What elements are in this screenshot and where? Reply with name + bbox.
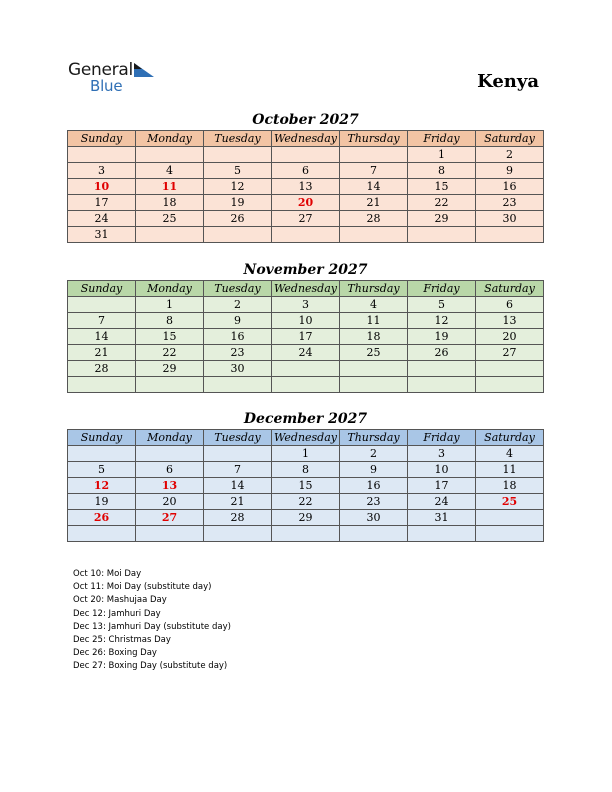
day-cell: [136, 446, 204, 462]
day-cell: 2: [476, 147, 544, 163]
month-title: October 2027: [252, 112, 359, 128]
day-cell: 4: [340, 297, 408, 313]
day-cell: [136, 147, 204, 163]
day-cell: 25: [340, 345, 408, 361]
week-row: [68, 361, 544, 377]
day-cell: 4: [476, 446, 544, 462]
day-cell: 6: [476, 297, 544, 313]
weekday-header-tuesday: Tuesday: [204, 430, 272, 446]
calendar-table: [67, 130, 544, 243]
day-cell: 14: [204, 478, 272, 494]
day-cell: 2: [340, 446, 408, 462]
day-cell: 27: [272, 211, 340, 227]
weekday-header-row: [68, 430, 544, 446]
day-cell: 19: [204, 195, 272, 211]
day-cell: 14: [340, 179, 408, 195]
day-cell: [272, 377, 340, 393]
day-cell: 18: [476, 478, 544, 494]
day-cell: 4: [136, 163, 204, 179]
day-cell: 8: [136, 313, 204, 329]
day-cell: 9: [204, 313, 272, 329]
weekday-header-thursday: Thursday: [340, 430, 408, 446]
week-row: [68, 345, 544, 361]
month-title: November 2027: [243, 262, 368, 278]
day-cell: 18: [136, 195, 204, 211]
week-row: [68, 446, 544, 462]
day-cell: 12: [204, 179, 272, 195]
day-cell: [68, 377, 136, 393]
day-cell: 25: [136, 211, 204, 227]
day-cell: [204, 147, 272, 163]
weekday-header-friday: Friday: [408, 281, 476, 297]
week-row: [68, 227, 544, 243]
day-cell: [68, 526, 136, 542]
day-cell: 26: [68, 510, 136, 526]
week-row: [68, 195, 544, 211]
holiday-item: Dec 12: Jamhuri Day: [73, 608, 161, 619]
day-cell: 8: [408, 163, 476, 179]
week-row: [68, 478, 544, 494]
day-cell: [340, 227, 408, 243]
day-cell: 20: [476, 329, 544, 345]
day-cell: 21: [204, 494, 272, 510]
day-cell: 5: [408, 297, 476, 313]
day-cell: 29: [272, 510, 340, 526]
day-cell: [340, 526, 408, 542]
day-cell: [272, 147, 340, 163]
day-cell: 12: [68, 478, 136, 494]
logo: [68, 60, 168, 96]
holiday-item: Dec 27: Boxing Day (substitute day): [73, 661, 228, 672]
day-cell: 15: [408, 179, 476, 195]
weekday-header-monday: Monday: [136, 131, 204, 147]
day-cell: 1: [408, 147, 476, 163]
day-cell: 7: [340, 163, 408, 179]
day-cell: 29: [136, 361, 204, 377]
day-cell: 30: [340, 510, 408, 526]
holiday-item: Dec 25: Christmas Day: [73, 635, 171, 646]
day-cell: [476, 227, 544, 243]
day-cell: 20: [136, 494, 204, 510]
day-cell: 31: [408, 510, 476, 526]
day-cell: 13: [476, 313, 544, 329]
logo-text-blue: Blue: [90, 77, 123, 95]
weekday-header-monday: Monday: [136, 430, 204, 446]
week-row: [68, 313, 544, 329]
day-cell: 23: [476, 195, 544, 211]
day-cell: 27: [136, 510, 204, 526]
day-cell: 15: [136, 329, 204, 345]
month-november: [67, 260, 544, 393]
day-cell: 27: [476, 345, 544, 361]
weekday-header-monday: Monday: [136, 281, 204, 297]
logo-flag-icon: [134, 63, 154, 77]
day-cell: 22: [408, 195, 476, 211]
weekday-header-tuesday: Tuesday: [204, 131, 272, 147]
day-cell: 28: [204, 510, 272, 526]
week-row: [68, 526, 544, 542]
holiday-item: Dec 26: Boxing Day: [73, 648, 157, 659]
day-cell: 17: [68, 195, 136, 211]
weekday-header-tuesday: Tuesday: [204, 281, 272, 297]
day-cell: 15: [272, 478, 340, 494]
day-cell: [204, 526, 272, 542]
day-cell: 12: [408, 313, 476, 329]
day-cell: [340, 147, 408, 163]
weekday-header-saturday: Saturday: [476, 131, 544, 147]
day-cell: 1: [272, 446, 340, 462]
weekday-header-sunday: Sunday: [68, 131, 136, 147]
holiday-item: Oct 11: Moi Day (substitute day): [73, 582, 212, 593]
holiday-item: Dec 13: Jamhuri Day (substitute day): [73, 621, 231, 632]
weekday-header-friday: Friday: [408, 131, 476, 147]
country-title: Kenya: [477, 71, 539, 92]
day-cell: [408, 526, 476, 542]
day-cell: [476, 510, 544, 526]
day-cell: [408, 377, 476, 393]
weekday-header-row: [68, 281, 544, 297]
calendar-table: [67, 429, 544, 542]
month-december: [67, 409, 544, 542]
holiday-item: Oct 20: Mashujaa Day: [73, 595, 167, 606]
day-cell: 10: [68, 179, 136, 195]
day-cell: 28: [68, 361, 136, 377]
day-cell: [476, 526, 544, 542]
day-cell: 11: [136, 179, 204, 195]
day-cell: [136, 377, 204, 393]
day-cell: 24: [68, 211, 136, 227]
day-cell: [340, 361, 408, 377]
holiday-item: Oct 10: Moi Day: [73, 569, 142, 579]
month-october: [67, 110, 544, 243]
day-cell: 26: [204, 211, 272, 227]
day-cell: 24: [272, 345, 340, 361]
day-cell: 21: [68, 345, 136, 361]
calendar-table: [67, 280, 544, 393]
day-cell: [408, 227, 476, 243]
day-cell: 25: [476, 494, 544, 510]
day-cell: 19: [408, 329, 476, 345]
day-cell: 3: [68, 163, 136, 179]
day-cell: [272, 361, 340, 377]
day-cell: 7: [68, 313, 136, 329]
day-cell: [68, 297, 136, 313]
day-cell: [68, 147, 136, 163]
day-cell: 31: [68, 227, 136, 243]
week-row: [68, 510, 544, 526]
day-cell: 11: [340, 313, 408, 329]
weekday-header-wednesday: Wednesday: [272, 131, 340, 147]
day-cell: [204, 377, 272, 393]
day-cell: [340, 377, 408, 393]
day-cell: 21: [340, 195, 408, 211]
day-cell: 7: [204, 462, 272, 478]
day-cell: [136, 227, 204, 243]
day-cell: 9: [476, 163, 544, 179]
day-cell: 22: [272, 494, 340, 510]
day-cell: 9: [340, 462, 408, 478]
day-cell: 6: [136, 462, 204, 478]
weekday-header-thursday: Thursday: [340, 281, 408, 297]
weekday-header-thursday: Thursday: [340, 131, 408, 147]
week-row: [68, 297, 544, 313]
day-cell: 30: [204, 361, 272, 377]
day-cell: [204, 446, 272, 462]
month-title: December 2027: [243, 411, 368, 427]
day-cell: 16: [340, 478, 408, 494]
weekday-header-sunday: Sunday: [68, 281, 136, 297]
day-cell: 22: [136, 345, 204, 361]
day-cell: 8: [272, 462, 340, 478]
weekday-header-row: [68, 131, 544, 147]
day-cell: [68, 446, 136, 462]
weekday-header-friday: Friday: [408, 430, 476, 446]
day-cell: 23: [204, 345, 272, 361]
day-cell: [476, 377, 544, 393]
day-cell: 29: [408, 211, 476, 227]
weekday-header-sunday: Sunday: [68, 430, 136, 446]
day-cell: [408, 361, 476, 377]
day-cell: 3: [272, 297, 340, 313]
day-cell: 5: [204, 163, 272, 179]
day-cell: [272, 227, 340, 243]
day-cell: [136, 526, 204, 542]
day-cell: 2: [204, 297, 272, 313]
day-cell: 14: [68, 329, 136, 345]
week-row: [68, 179, 544, 195]
logo-text-general: General: [68, 60, 133, 80]
week-row: [68, 494, 544, 510]
day-cell: 1: [136, 297, 204, 313]
weekday-header-wednesday: Wednesday: [272, 281, 340, 297]
day-cell: 10: [408, 462, 476, 478]
day-cell: 20: [272, 195, 340, 211]
day-cell: 17: [408, 478, 476, 494]
day-cell: 3: [408, 446, 476, 462]
day-cell: 10: [272, 313, 340, 329]
day-cell: [272, 526, 340, 542]
day-cell: 11: [476, 462, 544, 478]
day-cell: 5: [68, 462, 136, 478]
week-row: [68, 147, 544, 163]
week-row: [68, 462, 544, 478]
day-cell: 17: [272, 329, 340, 345]
day-cell: 16: [476, 179, 544, 195]
day-cell: 16: [204, 329, 272, 345]
day-cell: 30: [476, 211, 544, 227]
day-cell: 26: [408, 345, 476, 361]
week-row: [68, 163, 544, 179]
weekday-header-saturday: Saturday: [476, 281, 544, 297]
day-cell: 28: [340, 211, 408, 227]
weekday-header-wednesday: Wednesday: [272, 430, 340, 446]
day-cell: 24: [408, 494, 476, 510]
day-cell: 19: [68, 494, 136, 510]
holiday-list: [73, 568, 231, 674]
day-cell: [204, 227, 272, 243]
week-row: [68, 377, 544, 393]
week-row: [68, 329, 544, 345]
day-cell: 13: [272, 179, 340, 195]
day-cell: 13: [136, 478, 204, 494]
day-cell: [476, 361, 544, 377]
week-row: [68, 211, 544, 227]
weekday-header-saturday: Saturday: [476, 430, 544, 446]
day-cell: 18: [340, 329, 408, 345]
day-cell: 23: [340, 494, 408, 510]
day-cell: 6: [272, 163, 340, 179]
